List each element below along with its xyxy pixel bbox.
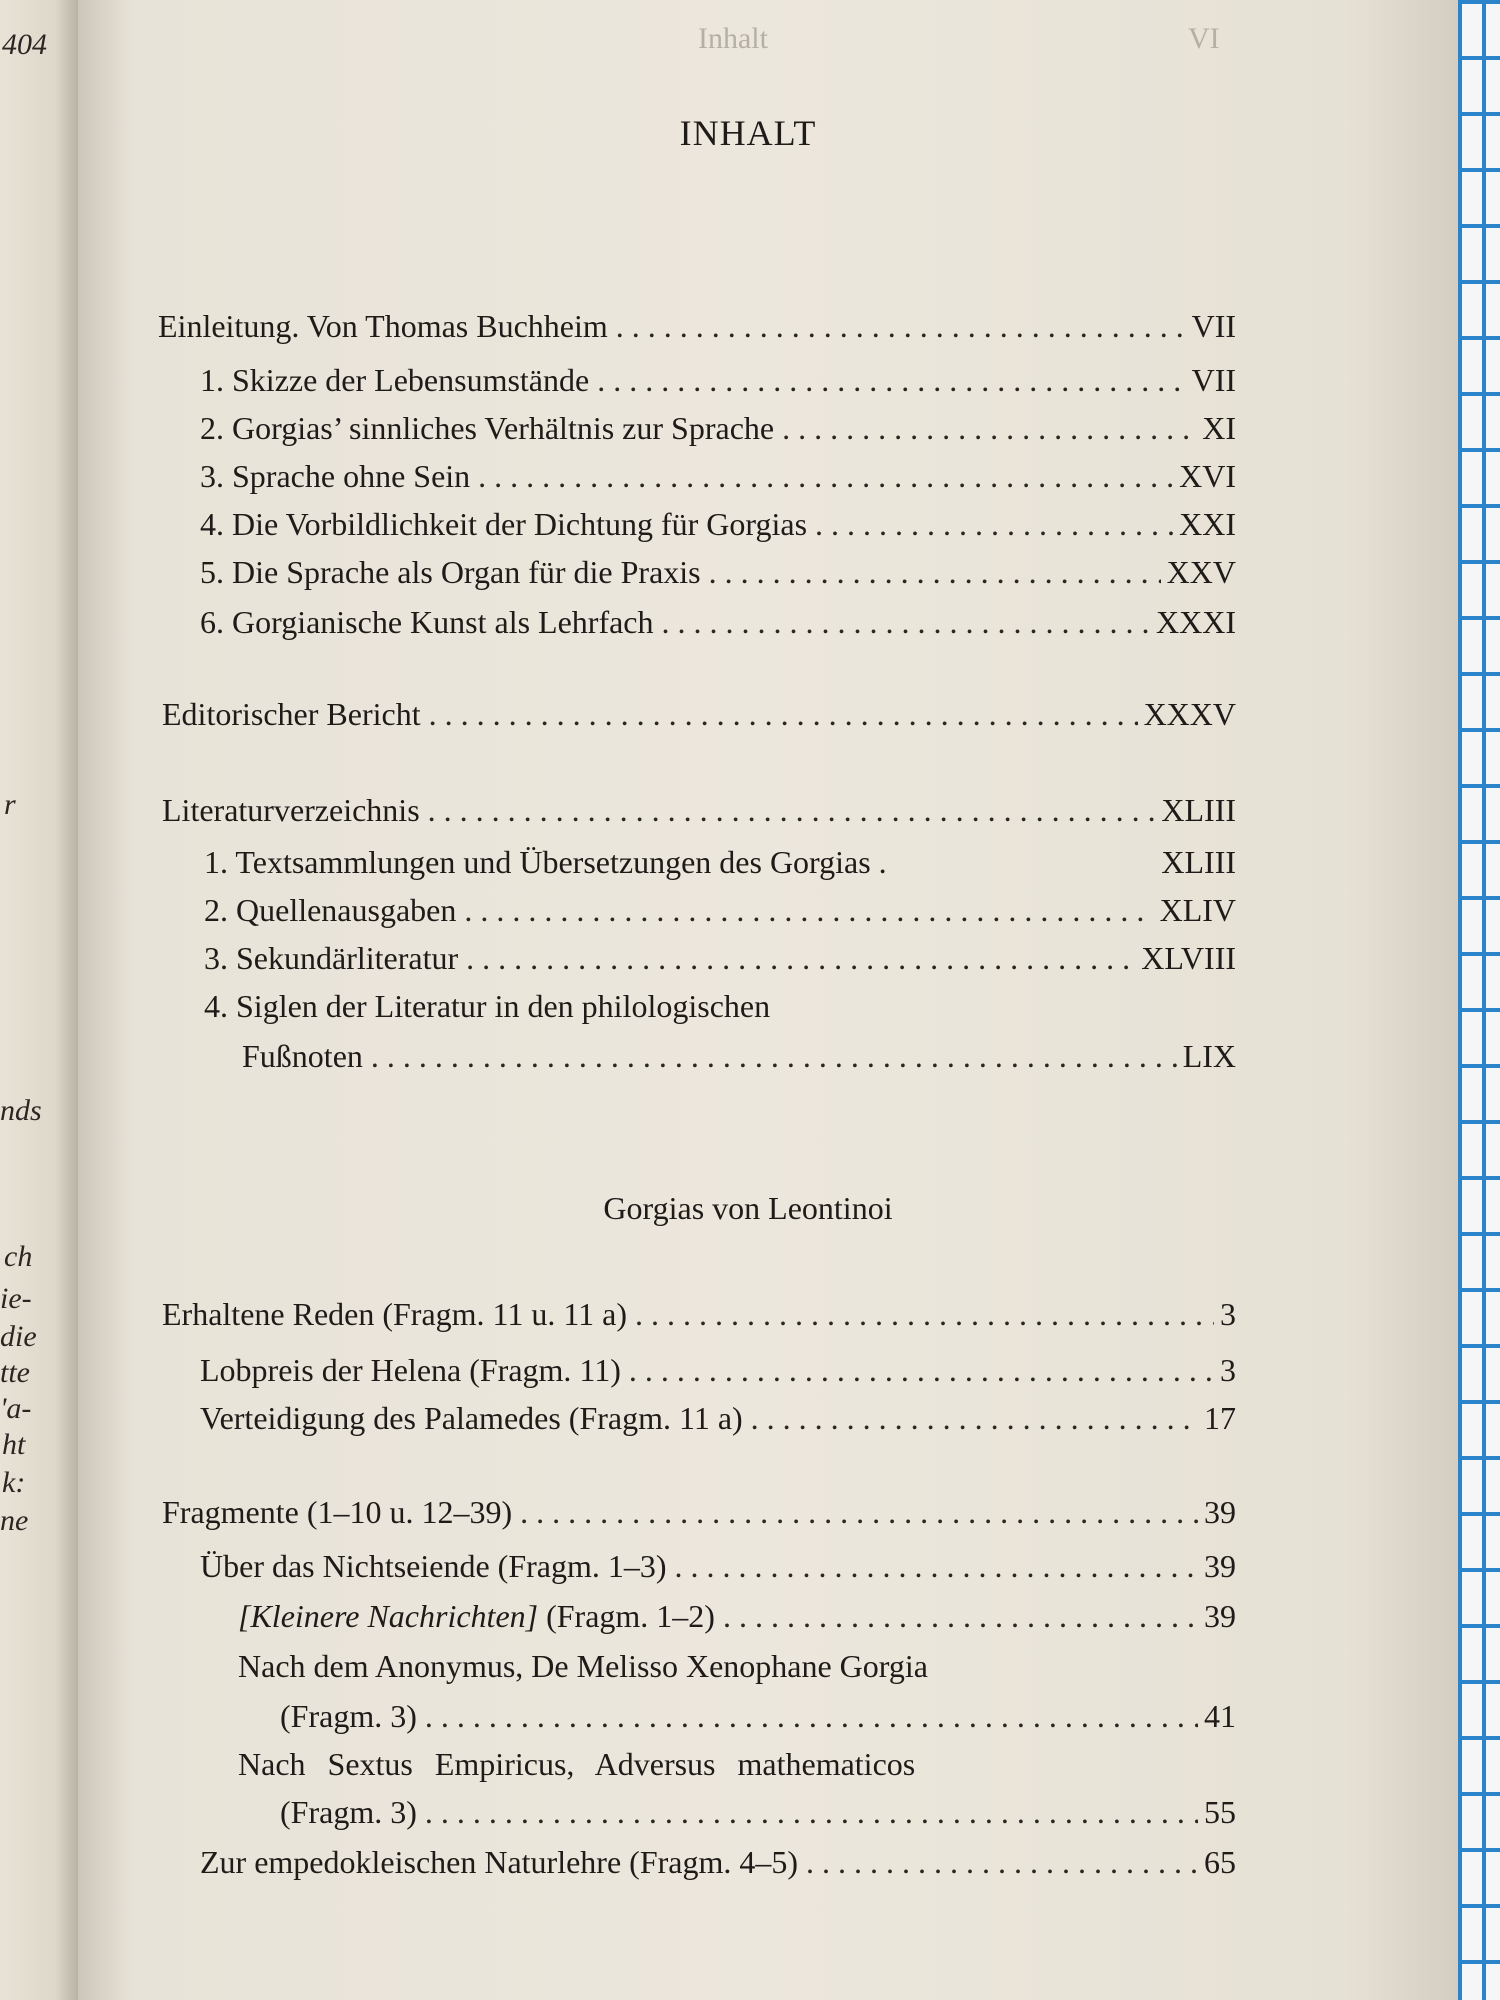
neighbor-text: die xyxy=(0,1320,37,1353)
book-page xyxy=(78,0,1458,2000)
neighbor-page-edge xyxy=(0,0,78,2000)
toc-entry: Lobpreis der Helena (Fragm. 11) . . . 3 xyxy=(200,1350,1236,1390)
neighbor-text: ht xyxy=(2,1428,26,1461)
toc-entry: 6. Gorgianische Kunst als Lehrfach . . . XXXI xyxy=(200,602,1236,642)
neighbor-text: tte xyxy=(0,1356,30,1389)
neighbor-text: ie- xyxy=(0,1282,32,1315)
toc-entry: Editorischer Bericht . . . XXXV xyxy=(162,694,1236,734)
neighbor-text: ch xyxy=(4,1240,33,1273)
neighbor-text: nds xyxy=(0,1094,42,1127)
toc-entry: Einleitung. Von Thomas Buchheim . . . VII xyxy=(158,306,1236,346)
toc-entry: Fragmente (1–10 u. 12–39) . . . 39 xyxy=(162,1492,1236,1532)
neighbor-text: ne xyxy=(0,1504,29,1537)
toc-entry: Literaturverzeichnis . . . XLIII xyxy=(162,790,1236,830)
page-title: INHALT xyxy=(679,113,817,153)
bleed-through-header: Inhalt xyxy=(698,22,768,55)
neighbor-text: r xyxy=(4,788,16,821)
neighbor-text: k: xyxy=(2,1466,26,1499)
toc-entry: Zur empedokleischen Naturlehre (Fragm. 4–5) . . . 65 xyxy=(200,1842,1236,1882)
toc-entry: (Fragm. 3) . . . 41 xyxy=(280,1696,1236,1736)
toc-entry: [Kleinere Nachrichten] (Fragm. 1–2) . . . 39 xyxy=(238,1596,1236,1636)
toc-entry: 3. Sprache ohne Sein . . . XVI xyxy=(200,456,1236,496)
toc-entry: 2. Gorgias’ sinnliches Verhältnis zur Sprache . . . XI xyxy=(200,408,1236,448)
toc-entry: 1. Textsammlungen und Übersetzungen des Gorgias . XLIII xyxy=(204,844,1236,880)
toc-entry: Verteidigung des Palamedes (Fragm. 11 a) . . . 17 xyxy=(200,1398,1236,1438)
toc-entry: (Fragm. 3) . . . 55 xyxy=(280,1792,1236,1832)
toc-entry: Über das Nichtseiende (Fragm. 1–3) . . . 39 xyxy=(200,1546,1236,1586)
toc-entry-line: Nach Sextus Empiricus, Adversus mathematicos xyxy=(238,1746,916,1782)
toc-entry-line: Nach dem Anonymus, De Melisso Xenophane Gorgia xyxy=(238,1648,928,1684)
bleed-through-page-number: VI xyxy=(1188,22,1220,55)
section-heading: Gorgias von Leontinoi xyxy=(603,1190,893,1226)
toc-entry: 5. Die Sprache als Organ für die Praxis . . . XXV xyxy=(200,552,1236,592)
neighbor-text: 'a- xyxy=(0,1392,32,1425)
toc-entry: 3. Sekundärliteratur . . . XLVIII xyxy=(204,938,1236,978)
toc-entry: 1. Skizze der Lebensumstände . . . VII xyxy=(200,360,1236,400)
toc-entry: Erhaltene Reden (Fragm. 11 u. 11 a) . . . 3 xyxy=(162,1294,1236,1334)
toc-entry: 2. Quellenausgaben . . . XLIV xyxy=(204,890,1236,930)
graph-paper-strip xyxy=(1458,0,1500,2000)
neighbor-text: 404 xyxy=(2,28,47,61)
toc-entry-line: 4. Siglen der Literatur in den philologischen xyxy=(204,988,771,1024)
toc-entry: 4. Die Vorbildlichkeit der Dichtung für Gorgias . . . XXI xyxy=(200,504,1236,544)
toc-entry: Fußnoten . . . LIX xyxy=(242,1036,1236,1076)
